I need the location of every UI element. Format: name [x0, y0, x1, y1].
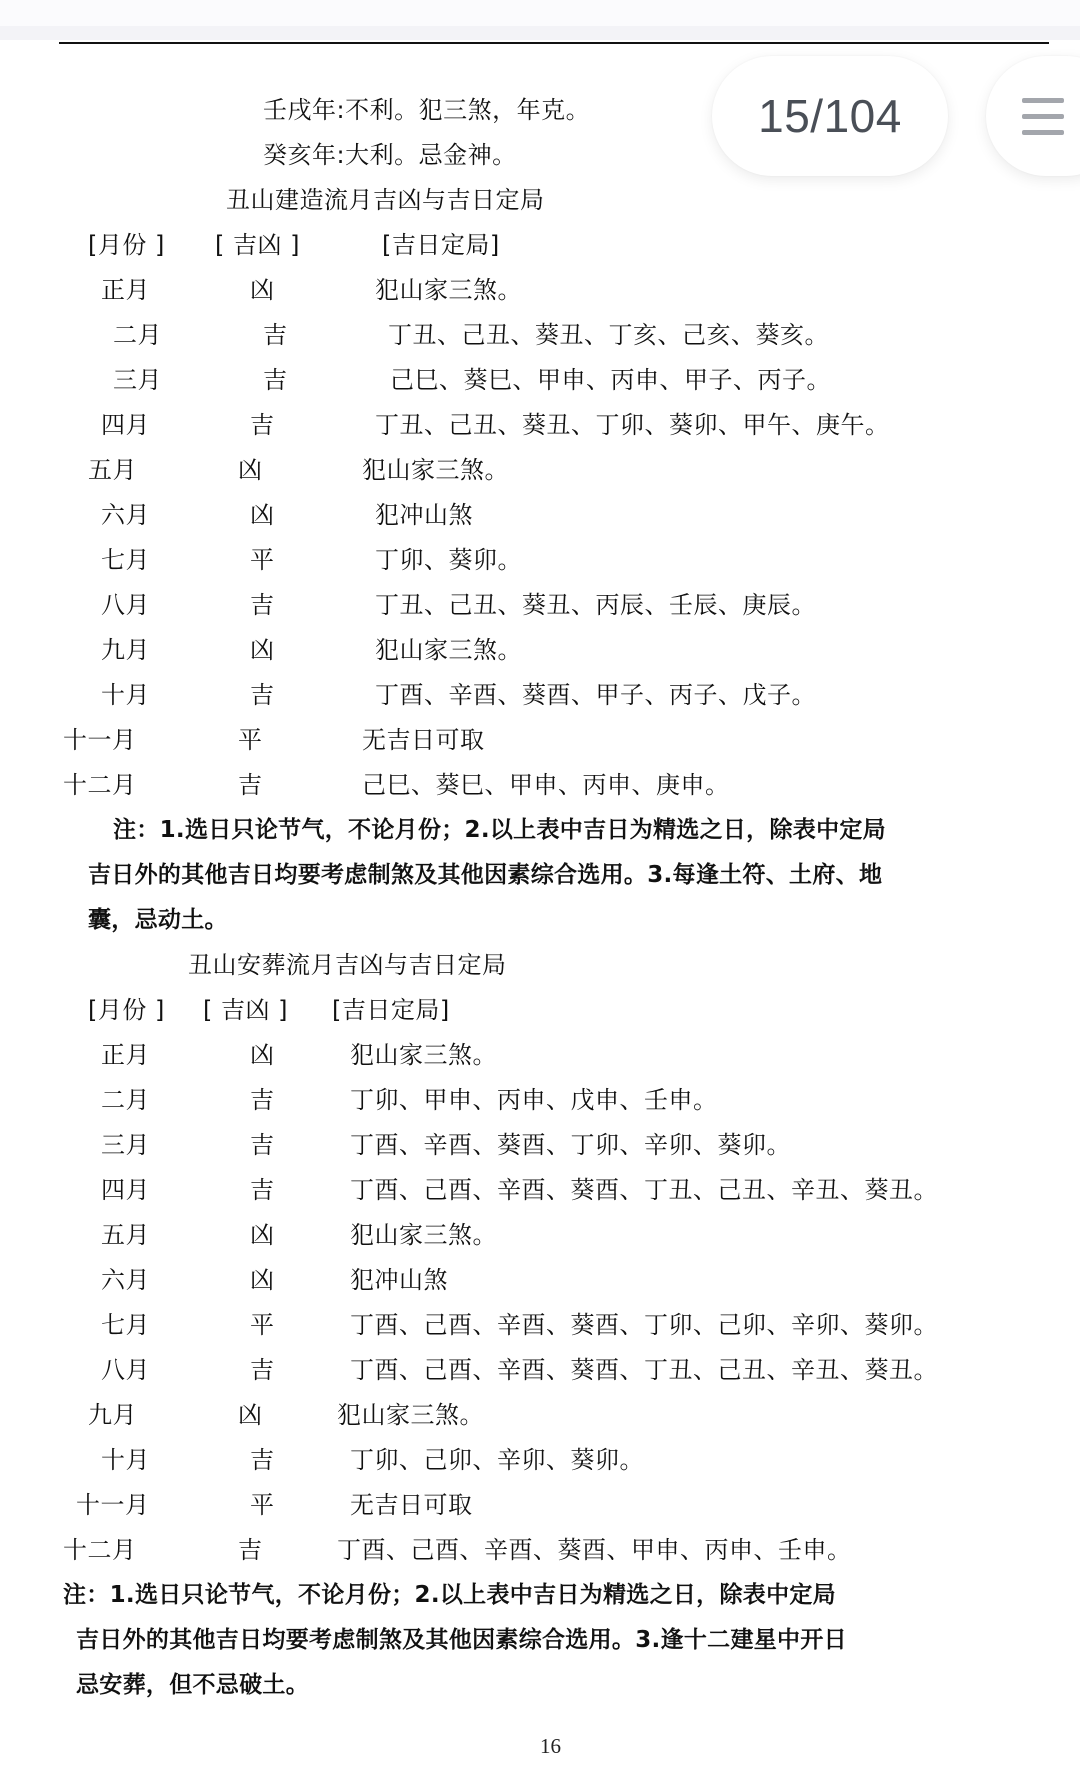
table1-days: 无吉日可取: [362, 726, 485, 754]
menu-button[interactable]: [986, 56, 1080, 176]
table2-note-line: 忌安葬，但不忌破土。: [76, 1672, 309, 1698]
table1-title: 丑山建造流月吉凶与吉日定局: [226, 186, 545, 214]
table2-month: 正月: [101, 1041, 150, 1069]
table2-luck: 吉: [250, 1356, 275, 1384]
table2-luck: 凶: [238, 1401, 263, 1429]
table2-luck: 凶: [250, 1266, 275, 1294]
table2-month: 十一月: [76, 1491, 150, 1519]
table2-month: 七月: [101, 1311, 150, 1339]
table2-luck: 吉: [250, 1086, 275, 1114]
table1-month: 二月: [113, 321, 162, 349]
document-page-number: 16: [540, 1734, 561, 1758]
table1-days: 犯冲山煞: [375, 501, 473, 529]
table2-luck: 吉: [250, 1176, 275, 1204]
table2-luck: 凶: [250, 1221, 275, 1249]
table1-luck: 吉: [250, 591, 275, 619]
viewer-top-bar-shadow: [0, 26, 1080, 40]
table1-days: 丁卯、葵卯。: [375, 546, 522, 574]
table2-days: 丁酉、己酉、辛酉、葵酉、甲申、丙申、壬申。: [337, 1536, 852, 1564]
table2-month: 六月: [101, 1266, 150, 1294]
table1-days: 丁丑、己丑、葵丑、丙辰、壬辰、庚辰。: [375, 591, 816, 619]
table2-month: 八月: [101, 1356, 150, 1384]
table1-month: 五月: [88, 456, 137, 484]
table2-luck: 吉: [250, 1446, 275, 1474]
table2-header-luck: [ 吉凶 ]: [203, 996, 288, 1024]
table2-header-month: [月份 ]: [88, 996, 165, 1024]
table2-luck: 平: [250, 1311, 275, 1339]
table1-days: 己巳、葵巳、甲申、丙申、甲子、丙子。: [390, 366, 831, 394]
table2-days: 丁卯、甲申、丙申、戊申、壬申。: [350, 1086, 718, 1114]
table2-luck: 吉: [238, 1536, 263, 1564]
table2-luck: 平: [250, 1491, 275, 1519]
table1-luck: 吉: [238, 771, 263, 799]
table2-luck: 凶: [250, 1041, 275, 1069]
table2-note-line: 吉日外的其他吉日均要考虑制煞及其他因素综合选用。3.逢十二建星中开日: [76, 1627, 847, 1653]
intro-line: 癸亥年:大利。忌金神。: [263, 141, 517, 169]
table1-note-line: 囊，忌动土。: [88, 907, 228, 933]
table2-days: 犯山家三煞。: [337, 1401, 484, 1429]
table1-days: 犯山家三煞。: [362, 456, 509, 484]
table2-days: 丁酉、己酉、辛酉、葵酉、丁卯、己卯、辛卯、葵卯。: [350, 1311, 938, 1339]
viewer-top-bar: [0, 0, 1080, 26]
table1-luck: 平: [238, 726, 263, 754]
table2-title: 丑山安葬流月吉凶与吉日定局: [188, 951, 507, 979]
table1-note-line: 吉日外的其他吉日均要考虑制煞及其他因素综合选用。3.每逢土符、土府、地: [88, 862, 883, 888]
page-indicator-text: 15/104: [758, 90, 902, 142]
table2-month: 九月: [88, 1401, 137, 1429]
table1-luck: 凶: [250, 276, 275, 304]
table1-header-days: [吉日定局]: [382, 231, 500, 259]
table1-days: 丁丑、己丑、葵丑、丁卯、葵卯、甲午、庚午。: [375, 411, 890, 439]
table1-month: 十月: [101, 681, 150, 709]
table1-month: 六月: [101, 501, 150, 529]
table1-days: 己巳、葵巳、甲申、丙申、庚申。: [362, 771, 730, 799]
table1-luck: 凶: [250, 501, 275, 529]
table2-days: 犯冲山煞: [350, 1266, 448, 1294]
table2-days: 犯山家三煞。: [350, 1221, 497, 1249]
table1-luck: 吉: [263, 366, 288, 394]
table1-luck: 吉: [250, 411, 275, 439]
table1-luck: 平: [250, 546, 275, 574]
intro-line: 壬戌年:不利。犯三煞，年克。: [263, 96, 591, 124]
table1-luck: 凶: [250, 636, 275, 664]
table2-days: 无吉日可取: [350, 1491, 473, 1519]
table1-days: 犯山家三煞。: [375, 276, 522, 304]
table2-month: 五月: [101, 1221, 150, 1249]
table1-month: 十一月: [63, 726, 137, 754]
table2-days: 丁酉、己酉、辛酉、葵酉、丁丑、己丑、辛丑、葵丑。: [350, 1176, 938, 1204]
table1-days: 丁丑、己丑、葵丑、丁亥、己亥、葵亥。: [388, 321, 829, 349]
table1-month: 十二月: [63, 771, 137, 799]
table1-note-line: 注：1.选日只论节气，不论月份；2.以上表中吉日为精选之日，除表中定局: [113, 817, 886, 843]
table2-month: 三月: [101, 1131, 150, 1159]
table2-days: 丁酉、己酉、辛酉、葵酉、丁丑、己丑、辛丑、葵丑。: [350, 1356, 938, 1384]
table2-note-line: 注：1.选日只论节气，不论月份；2.以上表中吉日为精选之日，除表中定局: [63, 1582, 836, 1608]
table2-header-days: [吉日定局]: [332, 996, 450, 1024]
table1-days: 犯山家三煞。: [375, 636, 522, 664]
table1-month: 四月: [101, 411, 150, 439]
table1-month: 八月: [101, 591, 150, 619]
table1-luck: 吉: [250, 681, 275, 709]
table2-luck: 吉: [250, 1131, 275, 1159]
table2-month: 二月: [101, 1086, 150, 1114]
table1-header-luck: [ 吉凶 ]: [215, 231, 300, 259]
table2-days: 丁酉、辛酉、葵酉、丁卯、辛卯、葵卯。: [350, 1131, 791, 1159]
page-header-rule: [59, 42, 1049, 44]
table2-month: 四月: [101, 1176, 150, 1204]
table1-month: 三月: [113, 366, 162, 394]
table2-days: 丁卯、己卯、辛卯、葵卯。: [350, 1446, 644, 1474]
table1-luck: 凶: [238, 456, 263, 484]
page-indicator-button[interactable]: [712, 56, 948, 176]
table1-month: 九月: [101, 636, 150, 664]
table1-header-month: [月份 ]: [88, 231, 165, 259]
table1-luck: 吉: [263, 321, 288, 349]
table2-month: 十二月: [63, 1536, 137, 1564]
table1-days: 丁酉、辛酉、葵酉、甲子、丙子、戊子。: [375, 681, 816, 709]
table2-days: 犯山家三煞。: [350, 1041, 497, 1069]
table2-month: 十月: [101, 1446, 150, 1474]
table1-month: 七月: [101, 546, 150, 574]
table1-month: 正月: [101, 276, 150, 304]
